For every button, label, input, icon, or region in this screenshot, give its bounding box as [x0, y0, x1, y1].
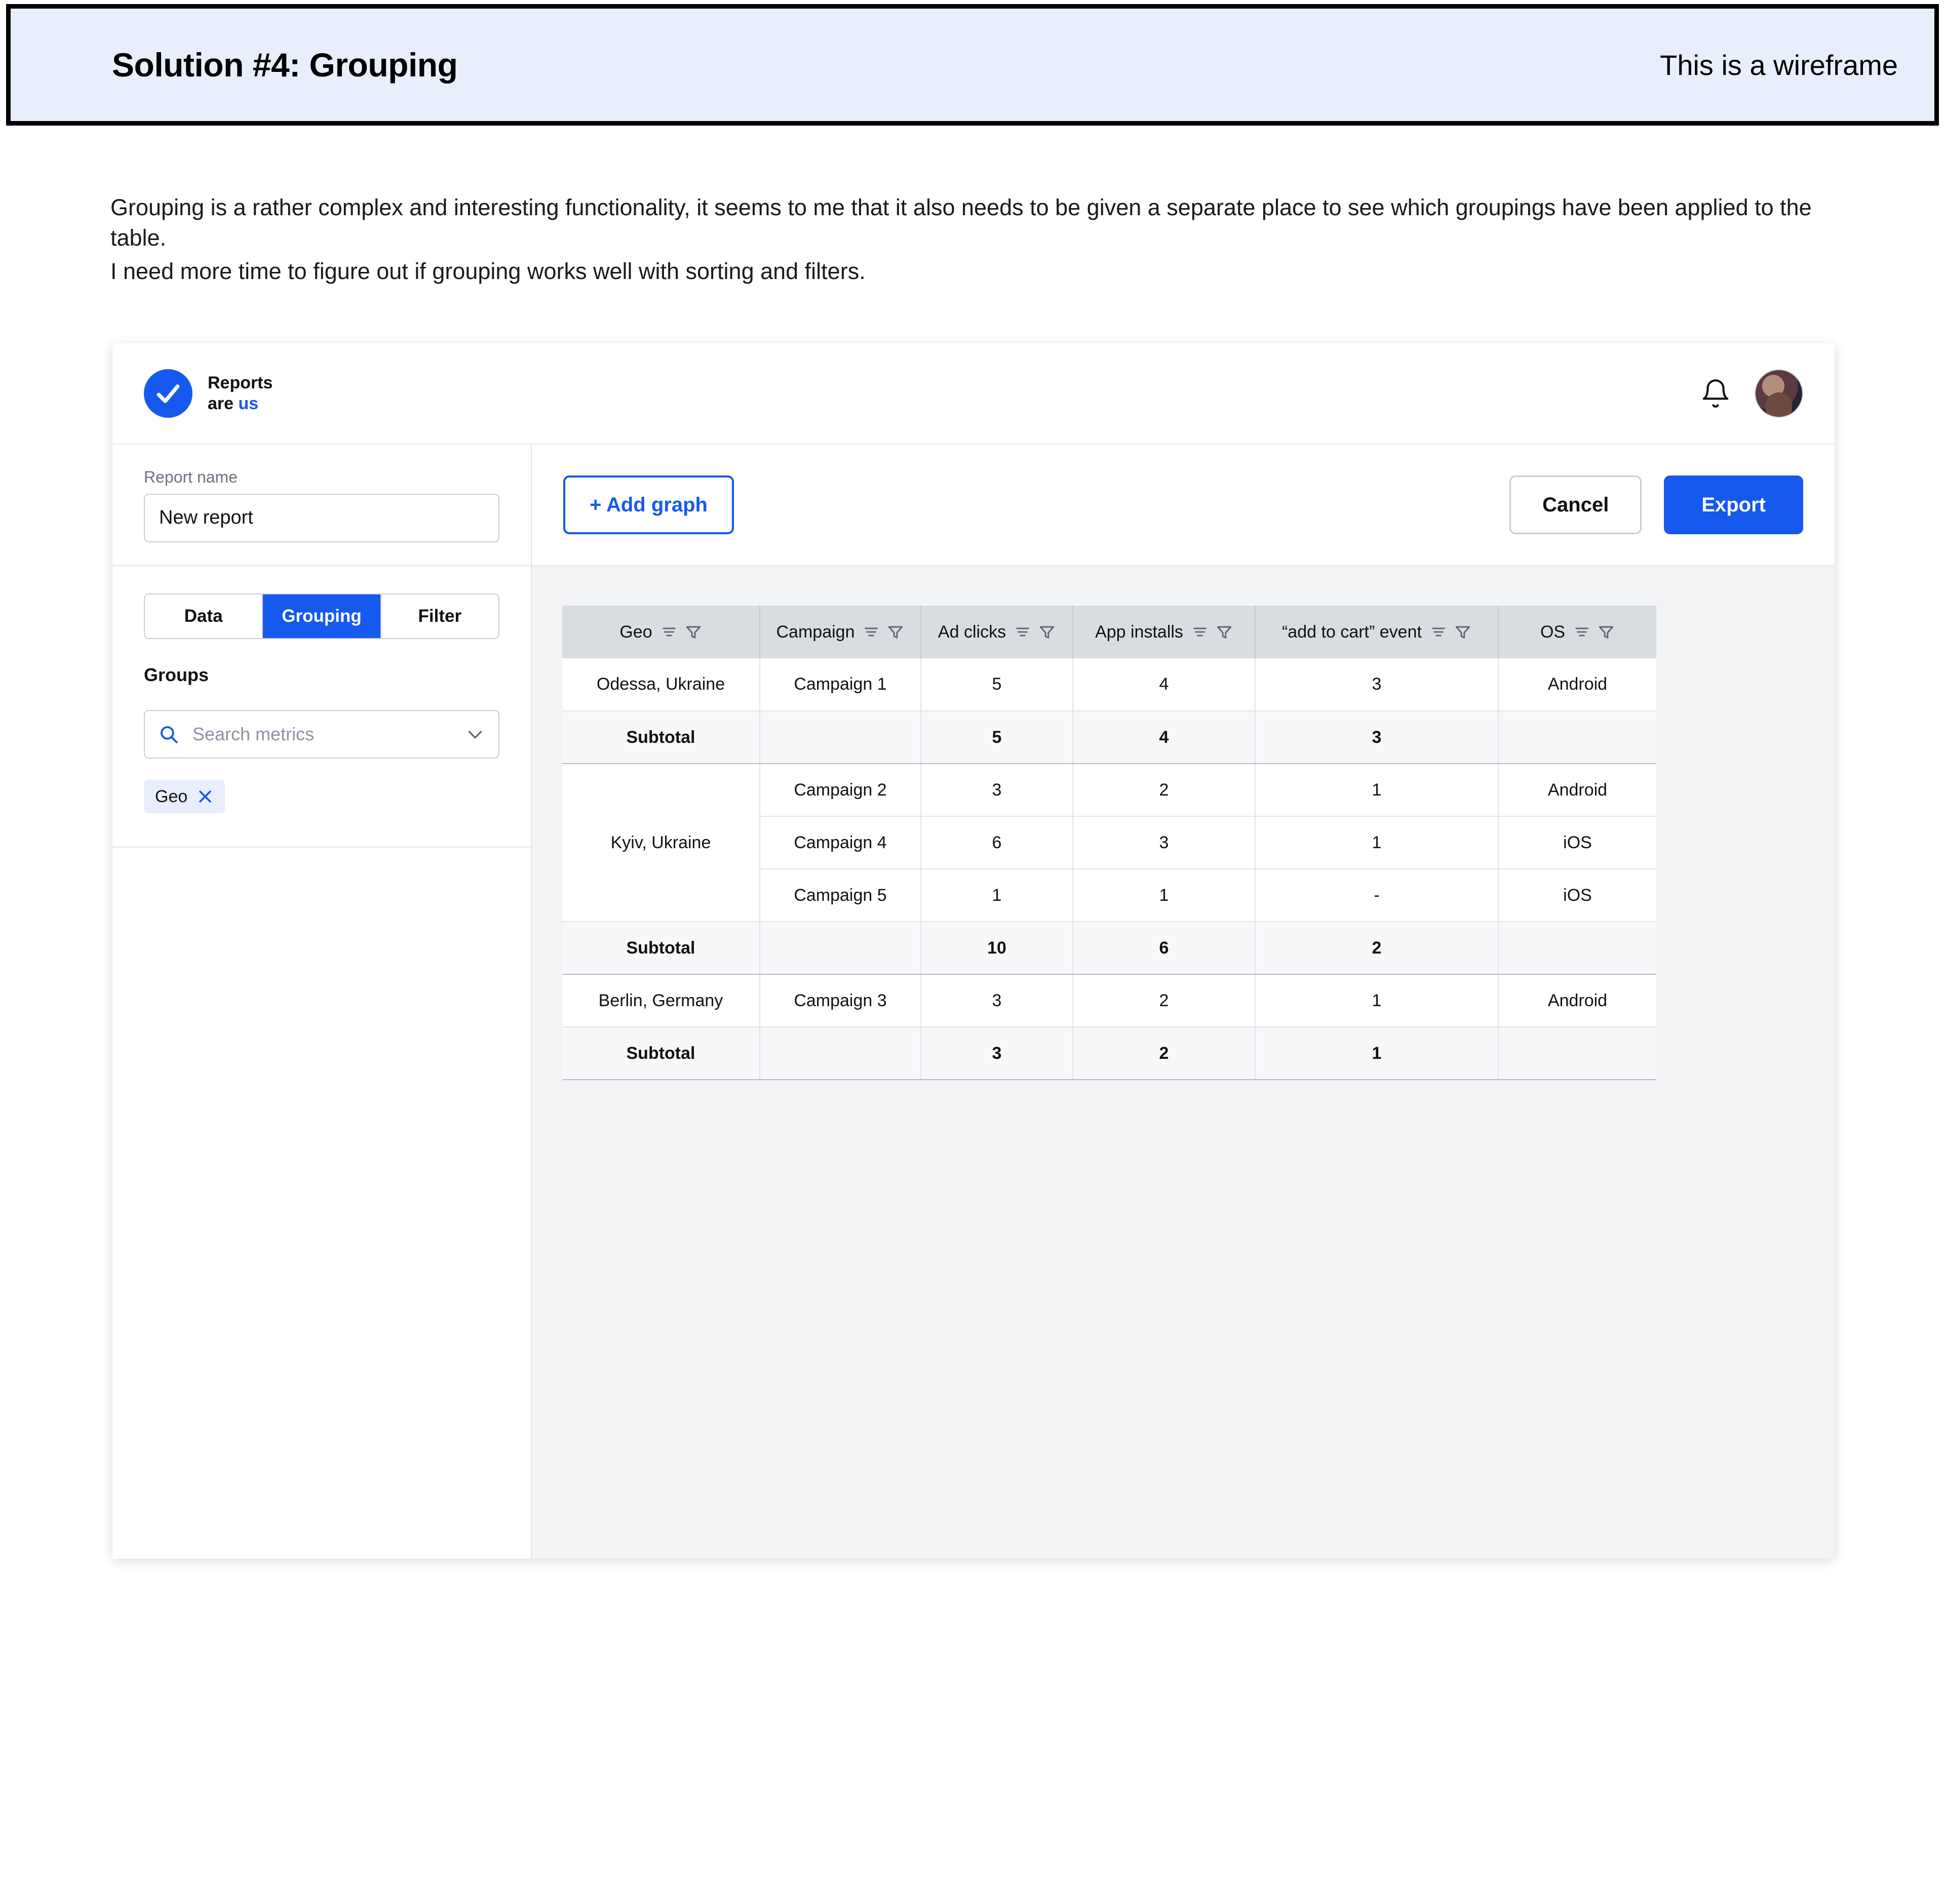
brand-text: [208, 373, 273, 414]
cell-ad-clicks: 5: [921, 658, 1073, 711]
filter-icon[interactable]: [887, 623, 904, 641]
groups-section: [112, 639, 531, 848]
column-label: App installs: [1095, 622, 1183, 642]
cell-app-installs: 1: [1073, 869, 1255, 922]
notification-bell-icon[interactable]: [1700, 378, 1731, 409]
cancel-button[interactable]: Cancel: [1509, 475, 1642, 534]
cell-add-to-cart: 1: [1255, 1027, 1498, 1080]
cell-campaign: [760, 711, 921, 764]
cell-os: Android: [1498, 974, 1656, 1027]
cell-campaign: [760, 922, 921, 974]
column-header-ad-clicks[interactable]: [921, 606, 1073, 658]
cell-campaign: Campaign 2: [760, 764, 921, 816]
page-title: Solution #4: Grouping: [112, 46, 458, 84]
cell-ad-clicks: 10: [921, 922, 1073, 974]
wireframe-note: This is a wireframe: [1660, 49, 1898, 81]
cell-campaign: [760, 1027, 921, 1080]
table-panel: [532, 566, 1835, 1559]
cell-os: Android: [1498, 658, 1656, 711]
sidebar: [112, 566, 532, 1559]
brand-line-2-prefix: are: [208, 394, 239, 413]
group-chip-geo[interactable]: [144, 780, 225, 813]
cell-ad-clicks: 3: [921, 974, 1073, 1027]
cell-add-to-cart: 1: [1255, 816, 1498, 869]
table-row[interactable]: [562, 764, 1656, 816]
cell-subtotal-label: Subtotal: [562, 922, 760, 974]
cell-add-to-cart: 1: [1255, 974, 1498, 1027]
app-window: [112, 343, 1835, 1559]
cell-app-installs: 4: [1073, 711, 1255, 764]
column-label: Ad clicks: [938, 622, 1006, 642]
sort-icon[interactable]: [660, 623, 678, 641]
cell-app-installs: 3: [1073, 816, 1255, 869]
cell-add-to-cart: 3: [1255, 711, 1498, 764]
cell-geo: Berlin, Germany: [562, 974, 760, 1027]
cell-geo: Kyiv, Ukraine: [562, 764, 760, 922]
column-header-geo[interactable]: [562, 606, 760, 658]
description-line-2: I need more time to figure out if grouping works well with sorting and filters.: [110, 258, 866, 284]
cell-ad-clicks: 3: [921, 764, 1073, 816]
search-metrics-input[interactable]: Search metrics: [192, 724, 315, 744]
cell-app-installs: 2: [1073, 974, 1255, 1027]
tab-data[interactable]: Data: [145, 594, 263, 638]
column-header-add-to-cart-event[interactable]: [1255, 606, 1498, 658]
cell-ad-clicks: 3: [921, 1027, 1073, 1080]
sort-icon[interactable]: [863, 623, 880, 641]
brand-line-2-accent: us: [238, 394, 259, 413]
cell-os: iOS: [1498, 869, 1656, 922]
filter-icon[interactable]: [1216, 623, 1233, 641]
app-body: [112, 566, 1835, 1559]
app-brand[interactable]: [144, 369, 273, 418]
cell-os: [1498, 922, 1656, 974]
cell-subtotal-label: Subtotal: [562, 1027, 760, 1080]
sort-icon[interactable]: [1573, 623, 1590, 641]
sort-icon[interactable]: [1014, 623, 1031, 641]
table-row[interactable]: [562, 974, 1656, 1027]
cell-add-to-cart: 3: [1255, 658, 1498, 711]
brand-line-1: Reports: [208, 373, 273, 393]
cell-add-to-cart: 1: [1255, 764, 1498, 816]
column-header-os[interactable]: [1498, 606, 1656, 658]
column-header-app-installs[interactable]: [1073, 606, 1255, 658]
header-actions: [1700, 369, 1803, 418]
group-chips: [144, 780, 499, 813]
cell-campaign: Campaign 1: [760, 658, 921, 711]
tab-filter[interactable]: Filter: [381, 594, 498, 638]
toolbar-actions: [532, 475, 1835, 534]
cell-os: Android: [1498, 764, 1656, 816]
filter-icon[interactable]: [1038, 623, 1056, 641]
cell-add-to-cart: 2: [1255, 922, 1498, 974]
table-row[interactable]: [562, 658, 1656, 711]
cell-geo: Odessa, Ukraine: [562, 658, 760, 711]
search-metrics-select[interactable]: [144, 710, 499, 759]
page-banner: [6, 4, 1939, 126]
table-header-row: [562, 606, 1656, 658]
table-row-subtotal: [562, 711, 1656, 764]
column-label: OS: [1540, 622, 1566, 642]
user-avatar[interactable]: [1755, 369, 1803, 418]
brand-line-2: [208, 393, 273, 414]
filter-icon[interactable]: [685, 623, 702, 641]
app-header: [112, 343, 1835, 445]
chevron-down-icon[interactable]: [465, 724, 485, 744]
close-icon[interactable]: [197, 788, 214, 805]
column-label: “add to cart” event: [1282, 622, 1422, 642]
cell-os: iOS: [1498, 816, 1656, 869]
cell-ad-clicks: 5: [921, 711, 1073, 764]
app-toolbar: [112, 445, 1835, 566]
report-table: [562, 606, 1656, 1080]
sidebar-empty-area: [112, 848, 531, 1559]
primary-actions: [1509, 475, 1803, 534]
check-circle-icon: [144, 369, 192, 418]
cell-app-installs: 6: [1073, 922, 1255, 974]
column-header-campaign[interactable]: [760, 606, 921, 658]
cell-os: [1498, 711, 1656, 764]
column-label: Campaign: [776, 622, 855, 642]
table-row-subtotal: [562, 1027, 1656, 1080]
cell-app-installs: 2: [1073, 764, 1255, 816]
cell-campaign: Campaign 4: [760, 816, 921, 869]
groups-heading: Groups: [144, 664, 209, 685]
report-name-input[interactable]: New report: [144, 494, 499, 542]
cell-add-to-cart: -: [1255, 869, 1498, 922]
tab-grouping[interactable]: Grouping: [263, 594, 381, 638]
cell-app-installs: 4: [1073, 658, 1255, 711]
group-chip-label: Geo: [155, 786, 188, 806]
filter-icon[interactable]: [1598, 623, 1615, 641]
cell-subtotal-label: Subtotal: [562, 711, 760, 764]
cell-campaign: Campaign 3: [760, 974, 921, 1027]
description-block: [110, 192, 1833, 290]
column-label: Geo: [619, 622, 652, 642]
cell-os: [1498, 1027, 1656, 1080]
sidebar-tabs: [144, 593, 499, 639]
sort-icon[interactable]: [1191, 623, 1209, 641]
filter-icon[interactable]: [1454, 623, 1471, 641]
cell-ad-clicks: 6: [921, 816, 1073, 869]
search-icon: [158, 724, 179, 745]
export-button[interactable]: Export: [1664, 475, 1803, 534]
table-row-subtotal: [562, 922, 1656, 974]
add-graph-button[interactable]: + Add graph: [563, 475, 734, 534]
cell-campaign: Campaign 5: [760, 869, 921, 922]
sort-icon[interactable]: [1430, 623, 1447, 641]
cell-app-installs: 2: [1073, 1027, 1255, 1080]
report-name-label: Report name: [144, 467, 238, 486]
report-name-group: [112, 445, 532, 565]
description-line-1: Grouping is a rather complex and interesting functionality, it seems to me that it also needs to be given a separate place to see which groupings have been applied to the table.: [110, 194, 1812, 251]
cell-ad-clicks: 1: [921, 869, 1073, 922]
